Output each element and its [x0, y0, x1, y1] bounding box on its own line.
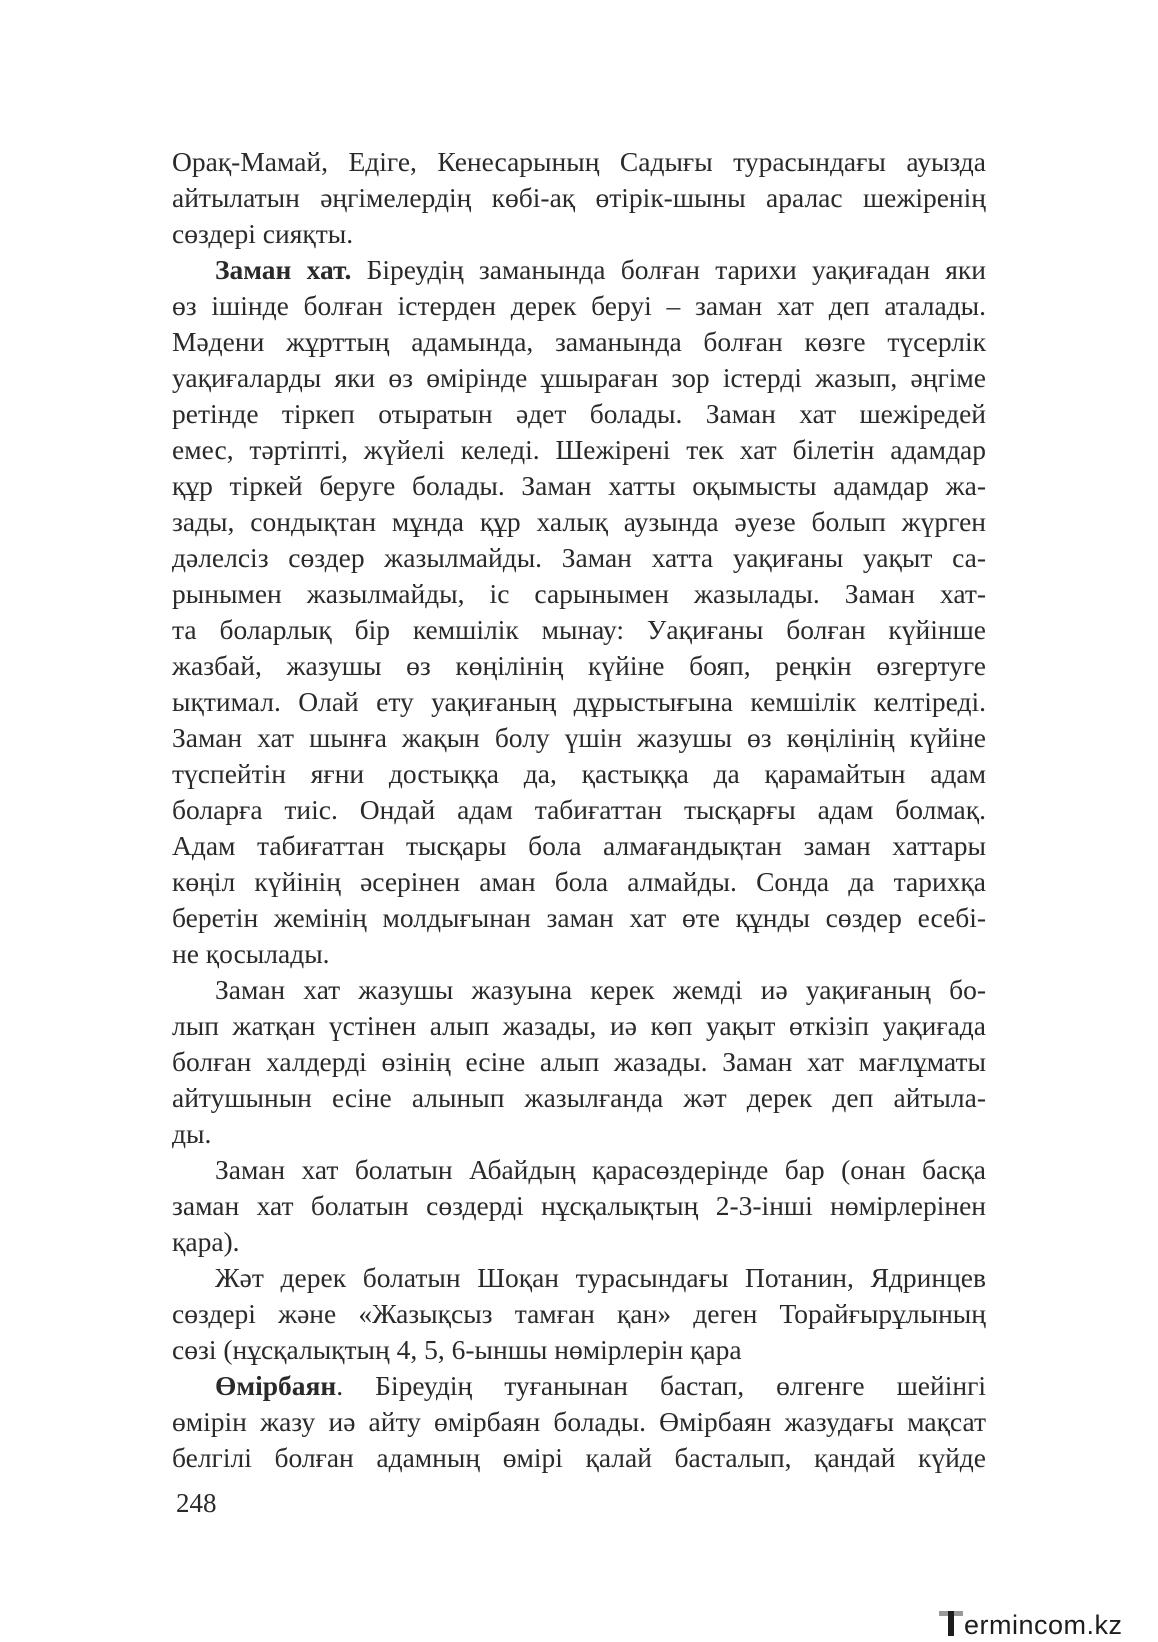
- text-line: дәлелсіз сөздер жазылмайды. Заман хатта уақиғаны уақыт са-: [172, 542, 986, 573]
- text-line-rest: Біреудің заманында болған тарихи уақиғадан яки: [351, 254, 986, 285]
- text-line: Мәдени жұрттың адамында, заманында болған көзге түсерлік: [172, 326, 986, 357]
- text-line: айтылатын әңгімелердің көбі-ақ өтірік-шыны аралас шежіренің: [172, 182, 986, 213]
- text-line: болған халдерді өзінің есіне алып жазады. Заман хат мағлұматы: [172, 1046, 986, 1077]
- text-line: ды.: [172, 1118, 212, 1149]
- text-line: Заман хат шынға жақын болу үшін жазушы өз көңілінің күйіне: [172, 722, 986, 753]
- text-line: өз ішінде болған істерден дерек беруі – заман хат деп аталады.: [172, 290, 986, 321]
- term-heading: Заман хат.: [215, 254, 352, 285]
- text-line: түспейтін яғни достыққа да, қастыққа да қарамайтын адам: [172, 758, 986, 789]
- text-line: емес, тәртіпті, жүйелі келеді. Шежірені тек хат білетін адамдар: [172, 434, 986, 465]
- text-line: Адам табиғаттан тысқары бола алмағандықтан заман хаттары: [172, 830, 986, 861]
- text-line: ықтимал. Олай ету уақиғаның дұрыстығына кемшілік келтіреді.: [172, 686, 986, 717]
- t-logo-icon: [938, 1608, 964, 1638]
- text-line: боларға тиіс. Ондай адам табиғаттан тысқарғы адам болмақ.: [172, 794, 986, 825]
- text-line: рынымен жазылмайды, іс сарынымен жазылады. Заман хат-: [172, 578, 986, 609]
- text-line: [215, 252, 986, 288]
- text-line: сөзі (нұсқалықтың 4, 5, 6-ыншы нөмірлерін қара: [172, 1334, 742, 1365]
- text-line: Заман хат жазушы жазуына керек жемді иә уақиғаның бо-: [215, 974, 986, 1005]
- text-line: беретін жемінің молдығынан заман хат өте құнды сөздер есебі-: [172, 902, 986, 933]
- text-line: не қосылады.: [172, 938, 330, 969]
- text-line: лып жатқан үстінен алып жазады, иә көп уақыт өткізіп уақиғада: [172, 1010, 986, 1041]
- text-line: жазбай, жазушы өз көңілінің күйіне бояп, реңкін өзгертуге: [172, 650, 986, 681]
- text-line: көңіл күйінің әсерінен аман бола алмайды. Сонда да тарихқа: [172, 866, 986, 897]
- text-line: заман хат болатын сөздерді нұсқалықтың 2-3-інші нөмірлерінен: [172, 1190, 986, 1221]
- text-line: та боларлық бір кемшілік мынау: Уақиғаны болған күйінше: [172, 614, 986, 645]
- text-line: сөздері сияқты.: [172, 218, 354, 249]
- text-line: Заман хат болатын Абайдың қарасөздерінде бар (онан басқа: [215, 1154, 986, 1185]
- text-line: ретінде тіркеп отыратын әдет болады. Заман хат шежіредей: [172, 398, 986, 429]
- text-line: айтушынын есіне алынып жазылғанда жәт дерек деп айтыла-: [172, 1082, 986, 1113]
- watermark-text: ermincom.kz: [964, 1610, 1123, 1640]
- text-line: уақиғаларды яки өз өмірінде ұшыраған зор істерді жазып, әңгіме: [172, 362, 986, 393]
- text-line: құр тіркей беруге болады. Заман хатты оқымысты адамдар жа-: [172, 470, 986, 501]
- term-heading: Өмірбаян: [215, 1370, 337, 1401]
- page-number: 248: [176, 1488, 217, 1518]
- text-line: белгілі болған адамның өмірі қалай басталып, қандай күйде: [172, 1442, 986, 1473]
- text-line: өмірін жазу иә айту өмірбаян болады. Өмірбаян жазудағы мақсат: [172, 1406, 986, 1437]
- text-line-rest: . Біреудің туғанынан бастап, өлгенге шейінгі: [336, 1370, 986, 1401]
- text-line: зады, сондықтан мұнда құр халық аузында әуезе болып жүрген: [172, 506, 986, 537]
- text-line: Жәт дерек болатын Шоқан турасындағы Потанин, Ядринцев: [215, 1262, 986, 1293]
- text-line: сөздері және «Жазықсыз тамған қан» деген Торайғырұлының: [172, 1298, 986, 1329]
- text-line: қара).: [172, 1226, 240, 1257]
- text-line: [215, 1368, 986, 1404]
- text-line: Орақ-Мамай, Едіге, Кенесарының Садығы турасындағы ауызда: [172, 146, 986, 177]
